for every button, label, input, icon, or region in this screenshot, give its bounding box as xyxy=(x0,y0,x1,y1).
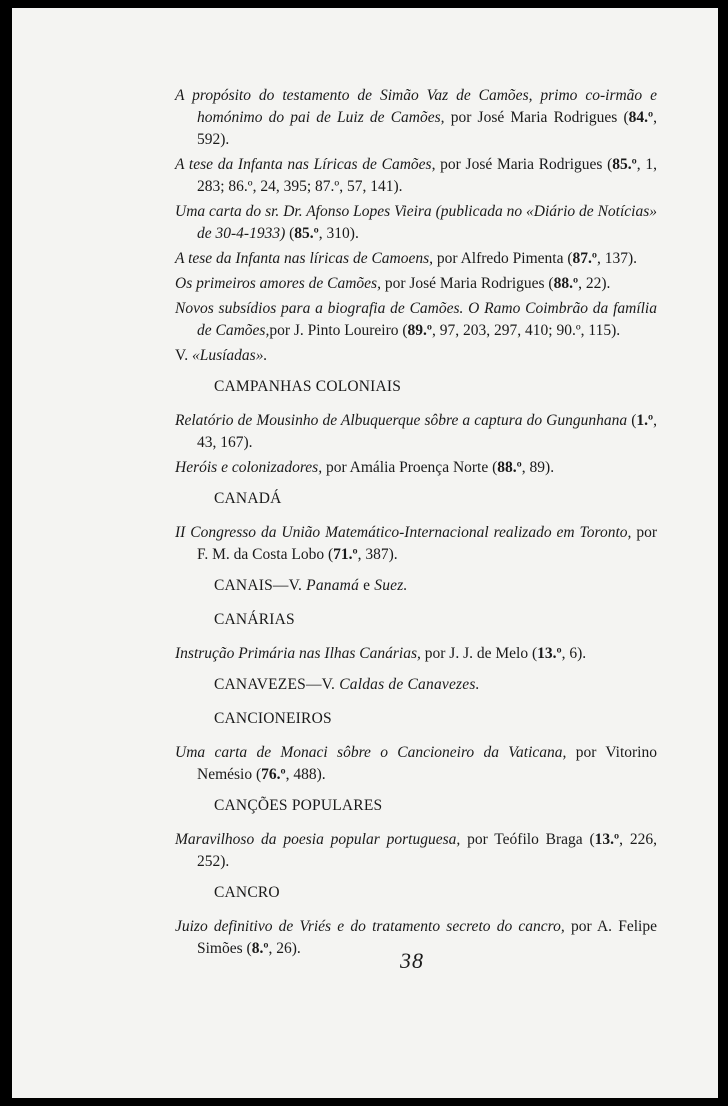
entry: Heróis e colonizadores, por Amália Proença Norte (88.º, 89). xyxy=(175,459,555,476)
document-page xyxy=(12,8,718,1098)
entry-title: A propósito do testamento de Simão Vaz de Camões, primo co-irmão e homónimo do pai de Luiz de Camões, xyxy=(175,87,657,126)
entry-title: Heróis e colonizadores, xyxy=(175,459,323,476)
page-number: 38 xyxy=(400,948,424,973)
section-heading-see-also: CANAVEZES—V. Caldas de Canavezes. xyxy=(214,676,480,693)
see-also-entry: V. «Lusíadas». xyxy=(175,347,268,364)
entry: Uma carta de Monaci sôbre o Cancioneiro da Vaticana, por Vitorino Nemésio (76.º, 488). xyxy=(175,744,657,783)
entry-title: Juizo definitivo de Vriés e do tratamento secreto do cancro, xyxy=(175,918,565,935)
entry: Instrução Primária nas Ilhas Canárias, por J. J. de Melo (13.º, 6). xyxy=(175,645,587,662)
entry: II Congresso da União Matemático-Internacional realizado em Toronto, por F. M. da Costa Lobo (71.º, 387). xyxy=(175,524,657,563)
entry: Uma carta do sr. Dr. Afonso Lopes Vieira (publicada no «Diário de Notícias» de 30-4-1933) (85.º, 310). xyxy=(175,203,657,242)
entry-title: Uma carta de Monaci sôbre o Cancioneiro da Vaticana, xyxy=(175,744,567,761)
entry: Novos subsídios para a biografia de Camões. O Ramo Coimbrão da família de Camões,por J. Pinto Loureiro (89.º, 97, 203, 297, 410; 90.º, 115). xyxy=(175,300,657,339)
entry: Os primeiros amores de Camões, por José Maria Rodrigues (88.º, 22). xyxy=(175,275,611,292)
entry: A tese da Infanta nas líricas de Camoens, por Alfredo Pimenta (87.º, 137). xyxy=(175,250,638,267)
index-content xyxy=(175,85,657,963)
section-heading: CANCRO xyxy=(214,884,280,901)
section-heading: CANÇÕES POPULARES xyxy=(214,797,383,814)
section-heading: CAMPANHAS COLONIAIS xyxy=(214,378,402,395)
entry-title: Relatório de Mousinho de Albuquerque sôbre a captura do Gungunhana xyxy=(175,412,628,429)
section-heading-see-also: CANAIS—V. Panamá e Suez. xyxy=(214,577,408,594)
entry-title: Instrução Primária nas Ilhas Canárias, xyxy=(175,645,421,662)
entry-title: Maravilhoso da poesia popular portuguesa, xyxy=(175,831,461,848)
entry-title: Novos subsídios para a biografia de Camões. O Ramo Coimbrão da família de Camões, xyxy=(175,300,657,339)
entry-title: Os primeiros amores de Camões, xyxy=(175,275,381,292)
entry-title: A tese da Infanta nas Líricas de Camões, xyxy=(175,156,436,173)
entry: Relatório de Mousinho de Albuquerque sôbre a captura do Gungunhana (1.º, 43, 167). xyxy=(175,412,657,451)
section-heading: CANADÁ xyxy=(214,490,282,507)
entry: Juizo definitivo de Vriés e do tratamento secreto do cancro, por A. Felipe Simões (8.º, 26). xyxy=(175,918,657,957)
entry-title: Uma carta do sr. Dr. Afonso Lopes Vieira (publicada no «Diário de Notícias» de 30-4-1933) xyxy=(175,203,657,242)
entry: Maravilhoso da poesia popular portuguesa, por Teófilo Braga (13.º, 226, 252). xyxy=(175,831,658,870)
section-heading: CANÁRIAS xyxy=(214,611,295,628)
entry-title: A tese da Infanta nas líricas de Camoens, xyxy=(175,250,434,267)
section-heading: CANCIONEIROS xyxy=(214,710,332,727)
entry: A tese da Infanta nas Líricas de Camões, por José Maria Rodrigues (85.º, 1, 283; 86.º, 24, 395; 87.º, 57, 141). xyxy=(175,156,658,195)
entry: A propósito do testamento de Simão Vaz de Camões, primo co-irmão e homónimo do pai de Luiz de Camões, por José Maria Rodrigues (84.º, 592). xyxy=(175,87,657,148)
entry-title: II Congresso da União Matemático-Internacional realizado em Toronto, xyxy=(175,524,632,541)
